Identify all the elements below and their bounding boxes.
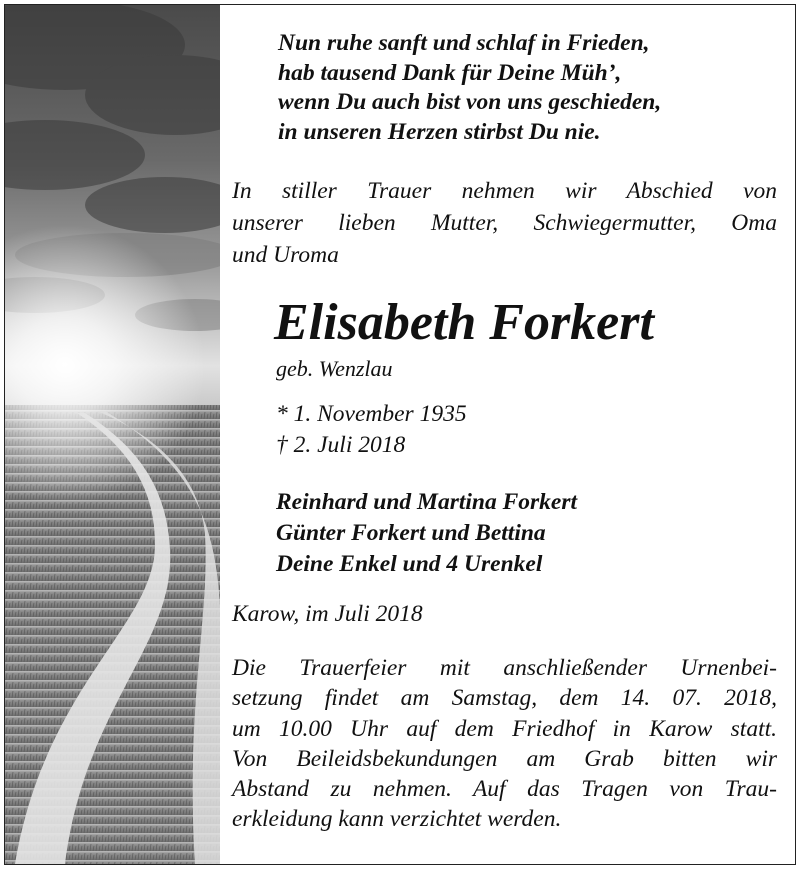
deceased-name: Elisabeth Forkert bbox=[274, 294, 654, 351]
poem-line: wenn Du auch bist von uns geschieden, bbox=[278, 89, 662, 115]
obituary-card bbox=[4, 4, 796, 865]
notice-line: setzung findet am Samstag, dem 14. 07. 2018, bbox=[232, 685, 777, 712]
intro-line: unserer lieben Mutter, Schwiegermutter, Oma bbox=[232, 210, 777, 236]
place-and-date: Karow, im Juli 2018 bbox=[232, 601, 423, 627]
mourner-line: Deine Enkel und 4 Urenkel bbox=[276, 551, 543, 577]
notice-line: erkleidung kann verzichtet werden. bbox=[232, 806, 562, 833]
country-path-sunlight-photo bbox=[5, 5, 220, 864]
poem-line: Nun ruhe sanft und schlaf in Frieden, bbox=[278, 30, 650, 56]
mourner-line: Günter Forkert und Bettina bbox=[276, 520, 546, 546]
notice-line: Die Trauerfeier mit anschließender Urnenbei- bbox=[232, 655, 777, 681]
maiden-name: geb. Wenzlau bbox=[276, 356, 393, 381]
farewell-intro bbox=[232, 175, 777, 271]
life-dates bbox=[276, 399, 467, 461]
mourners-list bbox=[276, 487, 577, 580]
notice-line: um 10.00 Uhr auf dem Friedhof in Karow statt. bbox=[232, 715, 777, 742]
poem-line: in unseren Herzen stirbst Du nie. bbox=[278, 118, 601, 145]
intro-line: und Uroma bbox=[232, 242, 339, 268]
birth-date: * 1. November 1935 bbox=[276, 401, 467, 427]
notice-line: Abstand zu nehmen. Auf das Tragen von Trau- bbox=[232, 776, 777, 803]
intro-line: In stiller Trauer nehmen wir Abschied von bbox=[232, 178, 777, 204]
memorial-poem bbox=[278, 29, 778, 147]
mourner-line: Reinhard und Martina Forkert bbox=[276, 489, 578, 515]
death-date: † 2. Juli 2018 bbox=[276, 432, 406, 458]
poem-line: hab tausend Dank für Deine Müh’, bbox=[278, 59, 622, 86]
notice-line: Von Beileidsbekundungen am Grab bitten wir bbox=[232, 745, 777, 772]
funeral-notice bbox=[232, 653, 777, 835]
photo-graphic bbox=[5, 5, 220, 864]
